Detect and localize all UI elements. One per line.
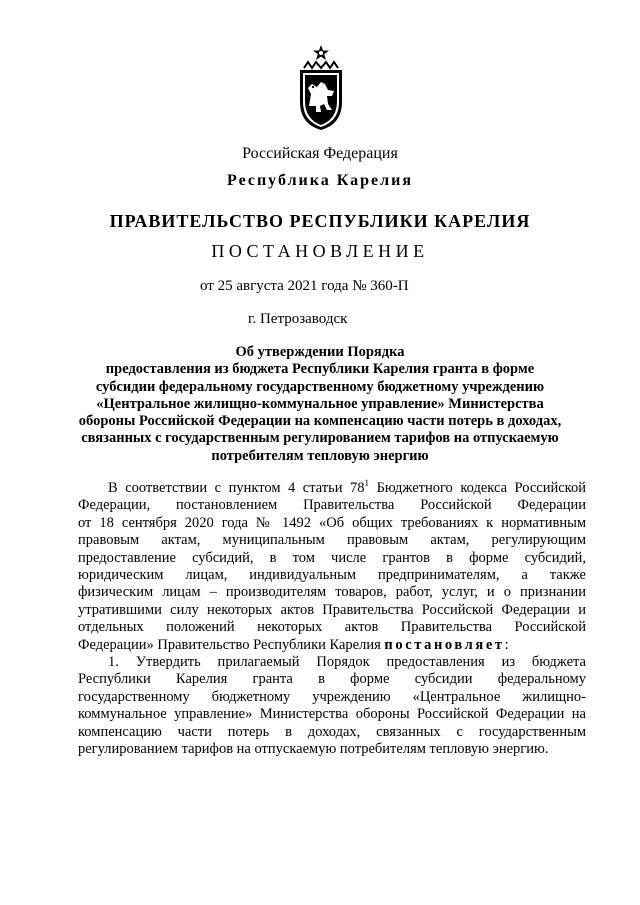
document-body <box>78 480 586 759</box>
document-type: ПОСТАНОВЛЕНИЕ <box>211 241 429 261</box>
title-line: связанных с государственным регулированием тарифов на отпускаемую <box>81 430 559 447</box>
document-date: от 25 августа 2021 года № 360-П <box>200 278 409 294</box>
body-line: правовым актам, муниципальным правовым актам, регулирующим <box>78 532 586 549</box>
country-name: Российская Федерация <box>242 145 398 162</box>
title-line: субсидии федеральному государственному бюджетному учреждению <box>95 378 545 395</box>
karelia-coat-of-arms-icon <box>294 44 348 132</box>
republic-name: Республика Карелия <box>227 172 413 189</box>
document-title <box>60 344 580 465</box>
government-name: ПРАВИТЕЛЬСТВО РЕСПУБЛИКИ КАРЕЛИЯ <box>109 211 531 231</box>
title-line: обороны Российской Федерации на компенсацию части потерь в доходах, <box>78 413 562 430</box>
title-line: предоставления из бюджета Республики Карелия гранта в форме <box>105 361 535 378</box>
body-line: коммунальное управление» Министерства обороны Российской Федерации на <box>78 706 586 723</box>
body-line: компенсацию части потерь в доходах, связанных с государственным <box>78 723 586 740</box>
body-line: от 18 сентября 2020 года № 1492 «Об общих требованиях к нормативным <box>78 514 586 531</box>
body-line: Республики Карелия гранта в форме субсидии федеральному <box>78 671 586 688</box>
body-line: 1. Утвердить прилагаемый Порядок предоставления из бюджета <box>108 654 586 671</box>
body-line: Федерации» Правительство Республики Карелия постановляет: <box>78 636 509 653</box>
body-line: регулированием тарифов на отпускаемую потребителям тепловую энергию. <box>78 741 549 758</box>
body-line: физическим лицам – производителям товаров, работ, услуг, и о признании <box>78 584 586 601</box>
resolves-keyword: постановляет <box>384 636 505 653</box>
title-line: Об утверждении Порядка <box>235 344 405 360</box>
body-line: государственному бюджетному учреждению «Центральное жилищно- <box>78 688 586 705</box>
document-city: г. Петрозаводск <box>248 311 348 327</box>
body-line: Федерации, постановлением Правительства Российской Федерации <box>78 497 586 514</box>
body-line: предоставление субсидий, в том числе грантов в форме субсидий, <box>78 549 586 566</box>
title-line: «Центральное жилищно-коммунальное управление» Министерства <box>96 395 544 412</box>
body-line: юридическим лицам, индивидуальным предпринимателям, а также <box>78 567 586 584</box>
body-line: В соответствии с пунктом 4 статьи $78^1$ Бюджетного кодекса Российской <box>108 478 586 496</box>
body-line: утратившими силу некоторых актов Правительства Российской Федерации и <box>78 601 586 618</box>
title-line: потребителям тепловую энергию <box>211 447 429 464</box>
body-line: отдельных положений некоторых актов Правительства Российской <box>78 619 586 636</box>
